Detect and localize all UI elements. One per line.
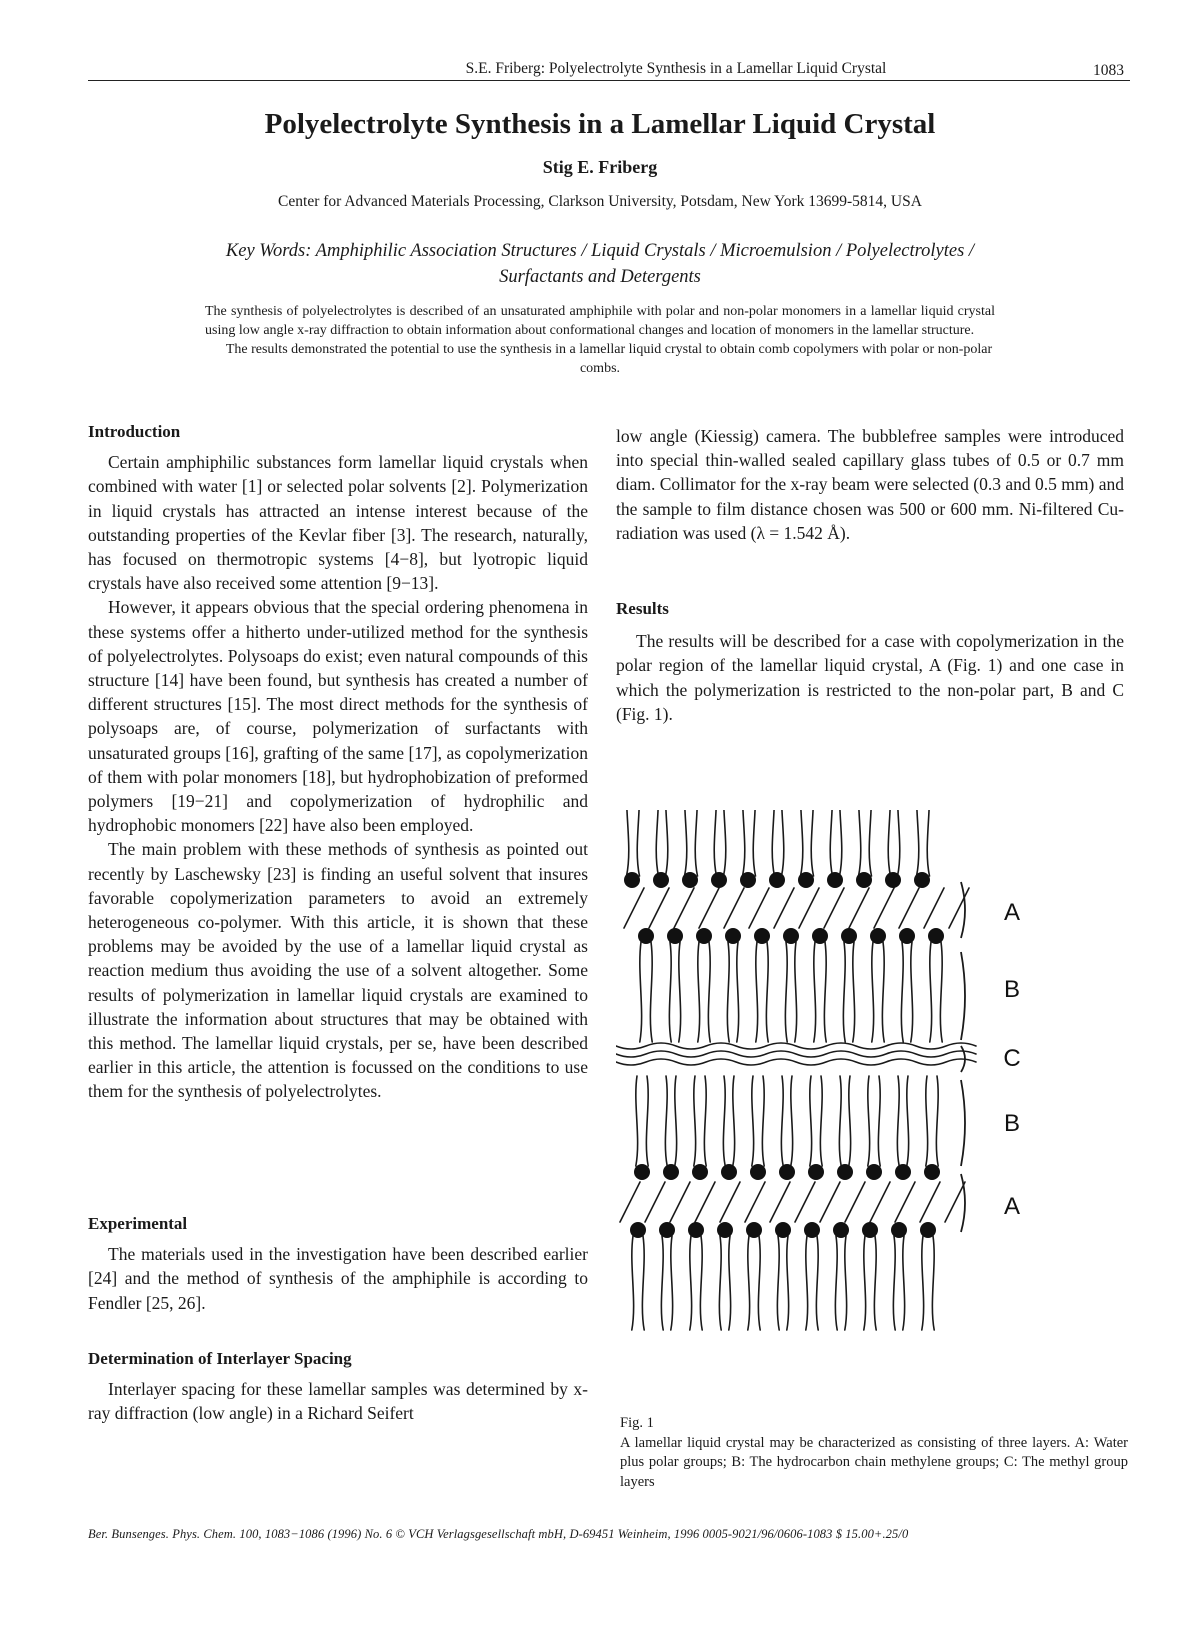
water-stroke [745,1182,765,1222]
water-stroke [920,1182,940,1222]
chain-tail [752,1076,754,1166]
chain-tail [810,1076,812,1166]
methyl-wave [616,1051,976,1057]
chain-tail [723,1076,725,1166]
chain-tail [839,1076,841,1166]
polar-head [866,1164,882,1180]
polar-head [746,1222,762,1238]
chain-tail [874,1236,876,1330]
chain-tail [927,810,929,876]
chain-tail [917,810,919,876]
chain-tail [936,1076,938,1166]
chain-tail [859,810,861,876]
chain-tail [907,1076,909,1166]
layer-label-a-top: A [1003,899,1021,926]
water-stroke [945,1182,965,1222]
chain-tail [868,1076,870,1166]
polar-head [688,1222,704,1238]
chain-tail [845,1236,847,1330]
polar-head [659,1222,675,1238]
water-stroke [749,888,769,928]
chain-tail [719,1236,721,1330]
page-number: 1083 [1093,62,1124,79]
chain-tail [762,1076,764,1166]
chain-tail [724,810,726,876]
polar-head [920,1222,936,1238]
chain-tail [811,810,813,876]
layer-bracket [961,1080,965,1166]
chain-tail [898,810,900,876]
chain-tail [695,810,697,876]
chain-tail [737,942,739,1042]
author: Stig E. Friberg [542,157,658,177]
chain-tail [940,942,942,1042]
chain-tail [888,810,890,876]
polar-head [924,1164,940,1180]
chain-tail [843,942,845,1042]
polar-head [634,1164,650,1180]
water-stroke [620,1182,640,1222]
chain-tail [922,1236,924,1330]
figure-caption-text: A lamellar liquid crystal may be characterized as consisting of three layers. A: Water plus polar groups; B: The hydrocarbon chain methylene groups; C: The methyl group layers [620,1434,1128,1490]
experimental-heading: Experimental [88,1214,188,1233]
affiliation: Center for Advanced Materials Processing, Clarkson University, Potsdam, New York 13699-5814, USA [278,193,922,210]
chain-tail [814,942,816,1042]
polar-head [804,1222,820,1238]
interlayer-paragraph-1: Interlayer spacing for these lamellar samples was determined by x-ray diffraction (low angle) in a Richard Seifert [88,1379,588,1424]
water-stroke [724,888,744,928]
chain-tail [685,810,687,876]
abstract-paragraph-2: The results demonstrated the potential to use the synthesis in a lamellar liquid crystal to obtain comb copolymers with polar or non-polar combs. [225,342,993,376]
polar-head [740,872,756,888]
chain-tail [679,942,681,1042]
chain-tail [824,942,826,1042]
experimental-section [88,1212,588,1315]
experimental-paragraph-1: The materials used in the investigation have been described earlier [24] and the method of synthesis of the amphiphile is according to Fendler [25, 26]. [88,1244,588,1313]
figure-1 [616,810,1136,1410]
abstract-paragraph-1: The synthesis of polyelectrolytes is described of an unsaturated amphiphile with polar and non-polar monomers in a lamellar liquid crystal using low angle x-ray diffraction to obtain information about conformational changes and location of monomers in the lamellar structure. [205,304,995,338]
chain-tail [781,1076,783,1166]
polar-head [808,1164,824,1180]
keywords-line-1: Key Words: Amphiphilic Association Structures / Liquid Crystals / Microemulsion / Polyelectrolytes / [225,241,975,261]
chain-tail [708,942,710,1042]
chain-tail [787,1236,789,1330]
results-paragraph-1: The results will be described for a case with copolymerization in the polar region of the lamellar liquid crystal, A (Fig. 1) and one case in which the polymerization is restricted to the non-polar part, B and C (Fig. 1). [616,631,1124,724]
polar-head [750,1164,766,1180]
introduction-heading: Introduction [88,422,181,441]
water-stroke [895,1182,915,1222]
chain-tail [733,1076,735,1166]
chain-tail [901,942,903,1042]
polar-head [870,928,886,944]
interlayer-section [88,1347,588,1426]
polar-head [798,872,814,888]
polar-head [833,1222,849,1238]
chain-tail [636,1076,638,1166]
figure-label: Fig. 1 [620,1415,654,1431]
water-stroke [695,1182,715,1222]
chain-tail [704,1076,706,1166]
chain-tail [642,1236,644,1330]
interlayer-paragraph-continued: low angle (Kiessig) camera. The bubblefree samples were introduced into special thin-walled sealed capillary glass tubes of 0.5 or 0.7 mm diam. Collimator for the x-ray beam were selected (0.3 and 0.5 mm) and the sample to film distance chosen was 500 or 600 mm. Ni-filtered Cu-radiation was used (λ = 1.542 Å). [616,426,1124,543]
water-stroke [770,1182,790,1222]
water-stroke [845,1182,865,1222]
polar-head [653,872,669,888]
water-stroke [949,888,969,928]
interlayer-heading: Determination of Interlayer Spacing [88,1349,352,1368]
chain-tail [694,1076,696,1166]
polar-head [769,872,785,888]
polar-head [783,928,799,944]
chain-tail [661,1236,663,1330]
water-stroke [624,888,644,928]
introduction-paragraph-1: Certain amphiphilic substances form lamellar liquid crystals when combined with water [1] or selected polar solvents [2]. Polymerization in liquid crystals has attracted an intense interest because of the outstanding properties of the Kevlar fiber [3]. The research, naturally, has focused on thermotropic systems [4−8], but lyotropic liquid crystals have also received some attention [9−13]. [88,452,588,594]
chain-tail [690,1236,692,1330]
chain-tail [777,1236,779,1330]
polar-head [899,928,915,944]
polar-head [721,1164,737,1180]
chain-tail [795,942,797,1042]
chain-tail [853,942,855,1042]
chain-tail [926,1076,928,1166]
polar-head [754,928,770,944]
layer-label-c: C [1003,1045,1021,1072]
water-stroke [649,888,669,928]
polar-head [696,928,712,944]
running-head [88,58,1130,81]
water-stroke [870,1182,890,1222]
polar-head [682,872,698,888]
polar-head [827,872,843,888]
chain-tail [816,1236,818,1330]
layer-bracket [961,952,965,1040]
chain-tail [882,942,884,1042]
chain-tail [806,1236,808,1330]
polar-head [841,928,857,944]
paper-title: Polyelectrolyte Synthesis in a Lamellar Liquid Crystal [264,108,936,140]
water-stroke [874,888,894,928]
polar-head [914,872,930,888]
results-heading: Results [616,599,669,618]
chain-tail [801,810,803,876]
chain-tail [700,1236,702,1330]
chain-tail [820,1076,822,1166]
layer-label-a-bottom: A [1003,1193,1021,1220]
chain-tail [714,810,716,876]
chain-tail [646,1076,648,1166]
chain-tail [864,1236,866,1330]
chain-tail [903,1236,905,1330]
chain-tail [640,942,642,1042]
polar-head [928,928,944,944]
water-stroke [849,888,869,928]
introduction-paragraph-3: The main problem with these methods of synthesis as pointed out recently by Laschewsky [23] is finding an useful solvent that insures favorable copolymerization parameters to avoid an extremely heterogeneous co-polymer. With this article, it is shown that these problems may be avoided by the use of a lamellar liquid crystal as reaction medium thus avoiding the use of a solvent altogether. Some results of polymerization in lamellar liquid crystals are examined to illustrate the information about structures that may be obtained with this method. The lamellar liquid crystals, per se, have been described earlier in this article, the attention is focussed on the conditions to use them for the synthesis of polyelectrolytes. [88,839,588,1102]
chain-tail [675,1076,677,1166]
running-title: S.E. Friberg: Polyelectrolyte Synthesis in a Lamellar Liquid Crystal [465,60,887,77]
water-stroke [795,1182,815,1222]
chain-tail [772,810,774,876]
chain-tail [878,1076,880,1166]
chain-tail [872,942,874,1042]
chain-tail [650,942,652,1042]
chain-tail [930,942,932,1042]
methyl-wave [616,1043,976,1049]
introduction-paragraph-2: However, it appears obvious that the special ordering phenomena in these systems offer a hitherto under-utilized method for the synthesis of polyelectrolytes. Polysoaps do exist; even natural compounds of this structure [14] have been found, but synthesis has created a number of different structures [15]. The most direct methods for the synthesis of polysoaps are, of course, polymerization of surfactants with unsaturated groups [16], grafting of the same [17], as copolymerization of them with polar monomers [18], but hydrophobization of preformed polymers [19−21] and copolymerization of hydrophilic and hydrophobic monomers [22] have also been employed. [88,597,588,836]
chain-tail [932,1236,934,1330]
polar-head [856,872,872,888]
chain-tail [671,1236,673,1330]
chain-tail [669,942,671,1042]
chain-tail [727,942,729,1042]
polar-head [624,872,640,888]
results-section [616,597,1124,726]
chain-tail [698,942,700,1042]
chain-tail [656,810,658,876]
water-stroke [924,888,944,928]
water-stroke [820,1182,840,1222]
polar-head [717,1222,733,1238]
water-stroke [674,888,694,928]
chain-tail [766,942,768,1042]
polar-head [711,872,727,888]
water-stroke [699,888,719,928]
chain-tail [835,1236,837,1330]
layer-label-b-top: B [1003,976,1021,1003]
polar-head [895,1164,911,1180]
water-stroke [774,888,794,928]
polar-head [692,1164,708,1180]
polar-head [663,1164,679,1180]
layer-bracket [961,882,965,938]
chain-tail [729,1236,731,1330]
figure-caption [620,1414,1128,1492]
chain-tail [782,810,784,876]
chain-tail [830,810,832,876]
introduction-section [88,420,588,1104]
water-stroke [670,1182,690,1222]
citation-footer: Ber. Bunsenges. Phys. Chem. 100, 1083−1086 (1996) No. 6 © VCH Verlagsgesellschaft mbH, D-69451 Weinheim, 1996 0005-9021/96/0606-1083 $ 15.00+.25/0 [88,1527,909,1541]
chain-tail [785,942,787,1042]
water-stroke [899,888,919,928]
chain-tail [840,810,842,876]
water-stroke [824,888,844,928]
methyl-wave [616,1059,976,1065]
polar-head [885,872,901,888]
polar-head [630,1222,646,1238]
water-stroke [720,1182,740,1222]
polar-head [667,928,683,944]
polar-head [812,928,828,944]
chain-tail [748,1236,750,1330]
chain-tail [743,810,745,876]
keywords-line-2: Surfactants and Detergents [499,267,701,287]
layer-label-b-bottom: B [1003,1110,1021,1137]
polar-head [779,1164,795,1180]
polar-head [837,1164,853,1180]
polar-head [891,1222,907,1238]
chain-tail [756,942,758,1042]
abstract [205,302,995,378]
chain-tail [665,1076,667,1166]
polar-head [725,928,741,944]
chain-tail [632,1236,634,1330]
chain-tail [893,1236,895,1330]
chain-tail [791,1076,793,1166]
chain-tail [849,1076,851,1166]
chain-tail [753,810,755,876]
chain-tail [869,810,871,876]
chain-tail [758,1236,760,1330]
chain-tail [627,810,629,876]
keywords [150,238,1050,290]
polar-head [638,928,654,944]
water-stroke [645,1182,665,1222]
polar-head [775,1222,791,1238]
lamellar-diagram [616,810,1136,1410]
interlayer-continued [616,424,1124,545]
polar-head [862,1222,878,1238]
chain-tail [897,1076,899,1166]
chain-tail [666,810,668,876]
water-stroke [799,888,819,928]
chain-tail [637,810,639,876]
chain-tail [911,942,913,1042]
